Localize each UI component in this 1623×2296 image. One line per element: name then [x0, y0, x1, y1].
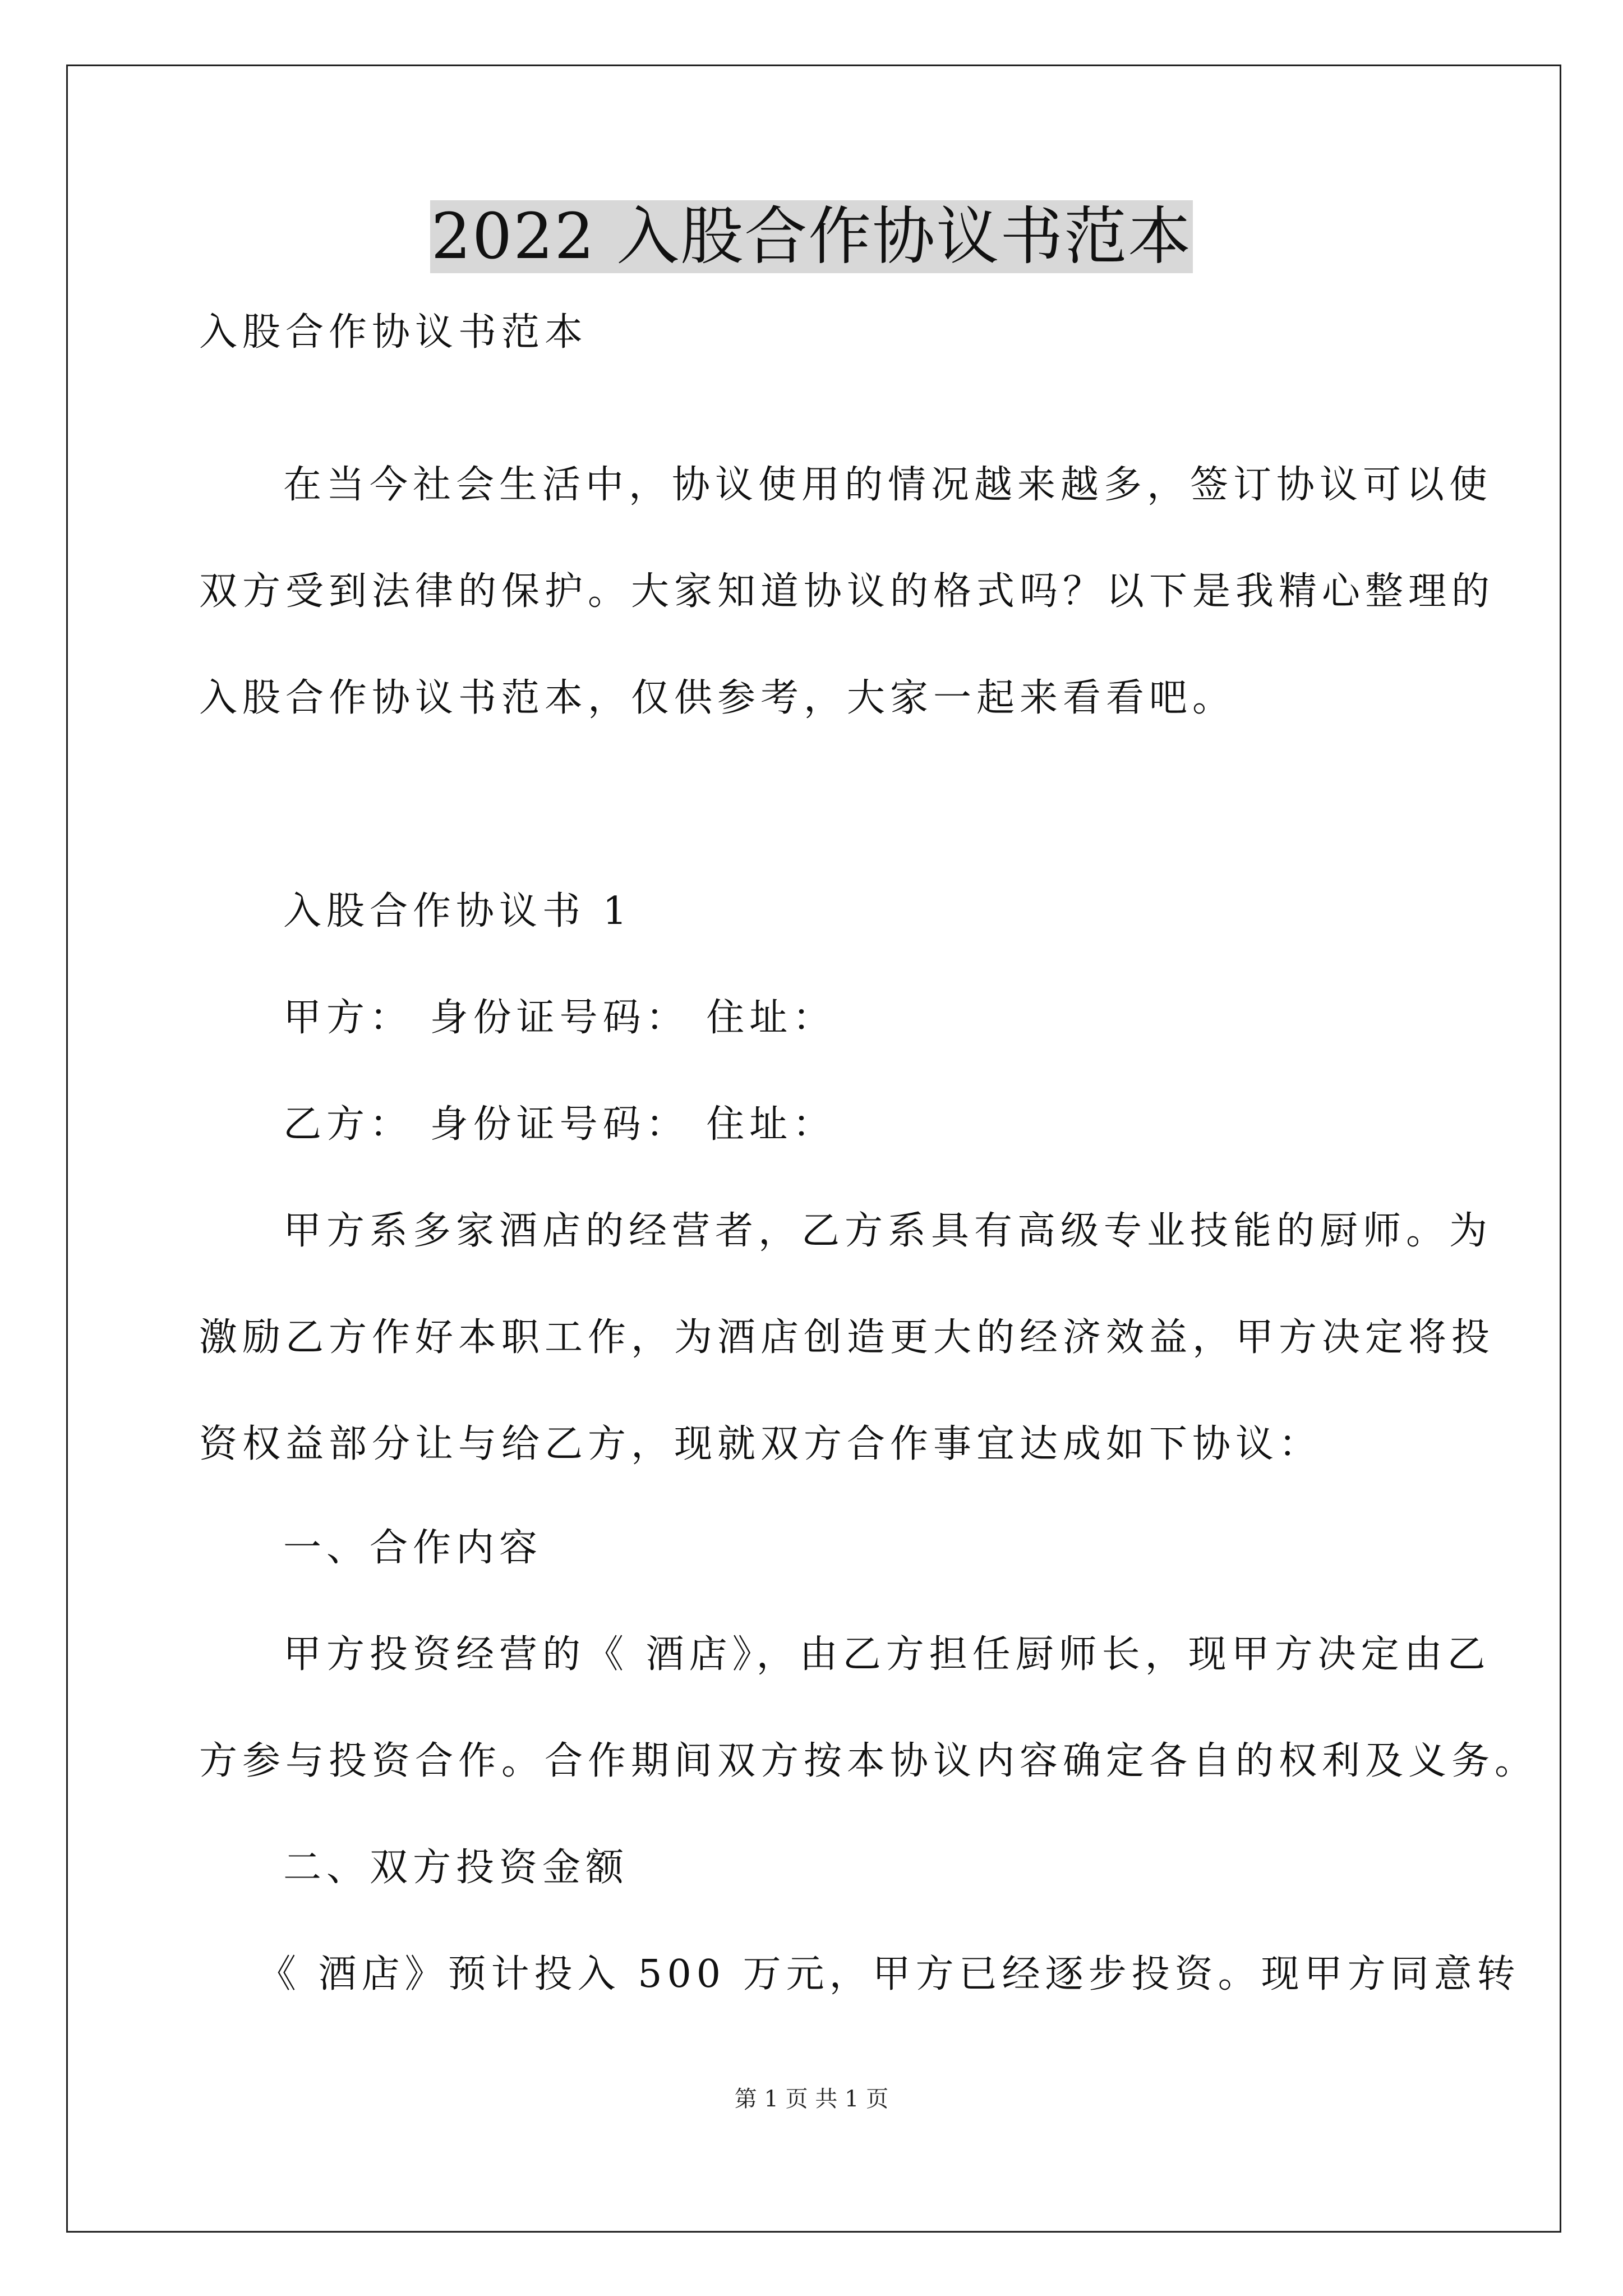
- paragraph-line: 入股合作协议书范本，仅供参考，大家一起来看看吧。: [199, 676, 1236, 720]
- paragraph-line: 激励乙方作好本职工作，为酒店创造更大的经济效益，甲方决定将投: [199, 1315, 1495, 1360]
- document-title-text: 2022 入股合作协议书范本: [431, 200, 1192, 273]
- paragraph-line: 资权益部分让与给乙方，现就双方合作事宜达成如下协议：: [199, 1422, 1322, 1466]
- paragraph-line: 在当今社会生活中，协议使用的情况越来越多，签订协议可以使: [283, 463, 1493, 507]
- page-number-footer: 第 1 页 共 1 页: [734, 2086, 889, 2112]
- paragraph-line: 甲方系多家酒店的经营者，乙方系具有高级专业技能的厨师。为: [283, 1209, 1493, 1253]
- party-b-line: 乙方： 身份证号码： 住址：: [283, 1102, 836, 1147]
- party-a-line: 甲方： 身份证号码： 住址：: [283, 996, 836, 1040]
- paragraph-line: 双方受到法律的保护。大家知道协议的格式吗？以下是我精心整理的: [199, 569, 1495, 614]
- subtitle-line: 入股合作协议书范本: [199, 310, 588, 355]
- page-border: [66, 65, 1561, 2233]
- paragraph-line: 《 酒店》预计投入 500 万元，甲方已经逐步投资。现甲方同意转: [258, 1952, 1520, 1996]
- clause-heading: 二、双方投资金额: [283, 1846, 629, 1890]
- paragraph-line: 方参与投资合作。合作期间双方按本协议内容确定各自的权利及义务。: [199, 1739, 1538, 1783]
- section-heading: 入股合作协议书 1: [283, 889, 632, 933]
- paragraph-line: 甲方投资经营的《 酒店》，由乙方担任厨师长，现甲方决定由乙: [283, 1632, 1491, 1677]
- clause-heading: 一、合作内容: [283, 1526, 543, 1570]
- document-title: [0, 197, 1623, 276]
